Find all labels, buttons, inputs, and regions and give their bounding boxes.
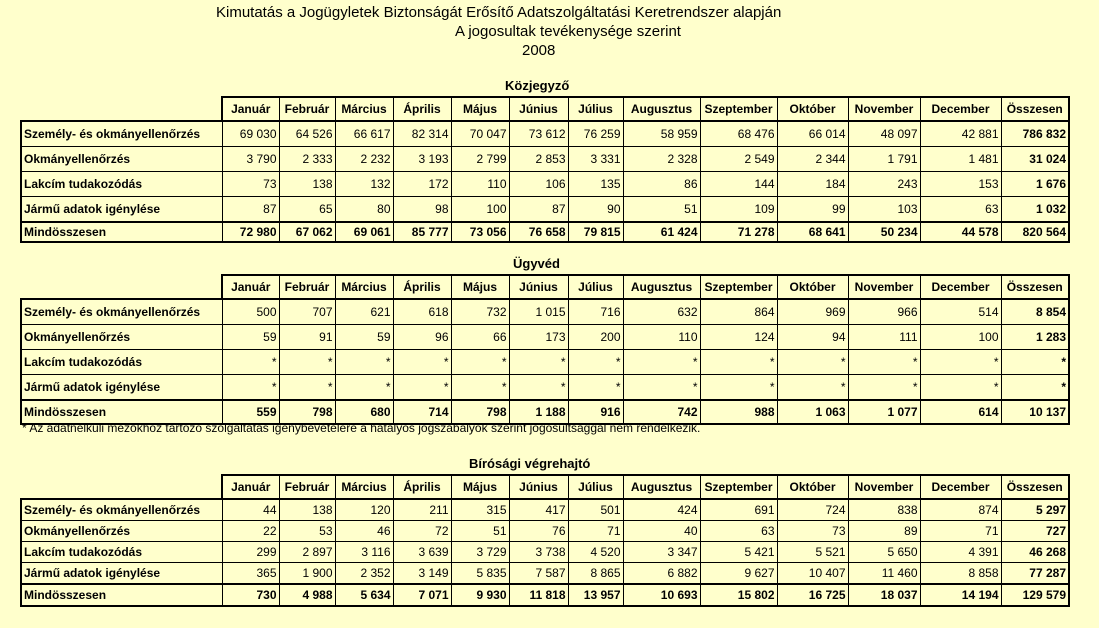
value-cell: 5 650	[848, 542, 920, 563]
value-cell: 2 352	[335, 563, 393, 585]
value-cell: *	[920, 350, 1001, 375]
column-header: Augusztus	[623, 275, 700, 299]
value-cell: 200	[568, 325, 623, 350]
row-total-cell: 1 032	[1001, 197, 1069, 223]
column-header: Február	[279, 475, 335, 499]
value-cell: *	[777, 375, 848, 401]
value-cell: 3 193	[393, 147, 451, 172]
value-cell: 68 476	[700, 121, 777, 147]
total-cell: 9 930	[451, 584, 509, 606]
header-blank	[21, 97, 222, 121]
total-cell: 10 137	[1001, 400, 1069, 424]
value-cell: *	[848, 375, 920, 401]
value-cell: 153	[920, 172, 1001, 197]
column-header: Április	[393, 97, 451, 121]
total-cell: 69 061	[335, 222, 393, 242]
value-cell: 103	[848, 197, 920, 223]
total-cell: 4 988	[279, 584, 335, 606]
value-cell: 3 331	[568, 147, 623, 172]
value-cell: 838	[848, 499, 920, 521]
value-cell: 514	[920, 299, 1001, 325]
value-cell: 10 407	[777, 563, 848, 585]
column-header: Összesen	[1001, 97, 1069, 121]
value-cell: 99	[777, 197, 848, 223]
value-cell: 73	[777, 521, 848, 542]
value-cell: 69 030	[222, 121, 279, 147]
value-cell: 874	[920, 499, 1001, 521]
header-blank	[21, 475, 222, 499]
value-cell: *	[451, 350, 509, 375]
total-label: Mindösszesen	[21, 222, 222, 242]
value-cell: 3 347	[623, 542, 700, 563]
value-cell: 58 959	[623, 121, 700, 147]
value-cell: 71	[920, 521, 1001, 542]
table-row	[21, 147, 1069, 172]
row-label: Személy- és okmányellenőrzés	[21, 121, 222, 147]
value-cell: 65	[279, 197, 335, 223]
column-header: Augusztus	[623, 97, 700, 121]
value-cell: 5 521	[777, 542, 848, 563]
value-cell: 124	[700, 325, 777, 350]
total-cell: 798	[451, 400, 509, 424]
value-cell: 86	[623, 172, 700, 197]
value-cell: 63	[700, 521, 777, 542]
value-cell: *	[393, 375, 451, 401]
value-cell: 1 015	[509, 299, 568, 325]
total-cell: 1 063	[777, 400, 848, 424]
column-header: Február	[279, 275, 335, 299]
row-label: Lakcím tudakozódás	[21, 542, 222, 563]
total-cell: 67 062	[279, 222, 335, 242]
value-cell: 724	[777, 499, 848, 521]
total-cell: 988	[700, 400, 777, 424]
column-header: Január	[222, 97, 279, 121]
value-cell: 864	[700, 299, 777, 325]
row-total-cell: 1 676	[1001, 172, 1069, 197]
value-cell: 89	[848, 521, 920, 542]
column-header: Július	[568, 97, 623, 121]
value-cell: 100	[451, 197, 509, 223]
section-title-birosagi-vegrehajto: Bírósági végrehajtó	[469, 456, 591, 471]
value-cell: 4 520	[568, 542, 623, 563]
row-label: Személy- és okmányellenőrzés	[21, 299, 222, 325]
value-cell: *	[700, 375, 777, 401]
row-total-cell: 46 268	[1001, 542, 1069, 563]
value-cell: 87	[509, 197, 568, 223]
value-cell: 70 047	[451, 121, 509, 147]
value-cell: 59	[335, 325, 393, 350]
column-header: November	[848, 97, 920, 121]
total-cell: 11 818	[509, 584, 568, 606]
value-cell: 3 738	[509, 542, 568, 563]
value-cell: 96	[393, 325, 451, 350]
value-cell: 424	[623, 499, 700, 521]
value-cell: 40	[623, 521, 700, 542]
value-cell: 94	[777, 325, 848, 350]
column-header: December	[920, 475, 1001, 499]
value-cell: 51	[623, 197, 700, 223]
value-cell: 98	[393, 197, 451, 223]
total-cell: 76 658	[509, 222, 568, 242]
value-cell: 8 865	[568, 563, 623, 585]
table-row	[21, 172, 1069, 197]
column-header: Május	[451, 475, 509, 499]
value-cell: 48 097	[848, 121, 920, 147]
section-title-ugyved: Ügyvéd	[513, 256, 560, 271]
table-row	[21, 350, 1069, 375]
table-row	[21, 499, 1069, 521]
table-ugyved	[20, 274, 1070, 425]
column-header: Szeptember	[700, 275, 777, 299]
table-row	[21, 542, 1069, 563]
value-cell: 966	[848, 299, 920, 325]
value-cell: 7 587	[509, 563, 568, 585]
value-cell: *	[222, 375, 279, 401]
total-cell: 5 634	[335, 584, 393, 606]
value-cell: 173	[509, 325, 568, 350]
section-title-kozjegyzo: Közjegyző	[505, 78, 570, 93]
value-cell: *	[568, 350, 623, 375]
value-cell: *	[920, 375, 1001, 401]
value-cell: 110	[623, 325, 700, 350]
value-cell: 109	[700, 197, 777, 223]
value-cell: 969	[777, 299, 848, 325]
table-row	[21, 197, 1069, 223]
value-cell: 91	[279, 325, 335, 350]
value-cell: 621	[335, 299, 393, 325]
row-label: Okmányellenőrzés	[21, 521, 222, 542]
total-label: Mindösszesen	[21, 400, 222, 424]
total-cell: 73 056	[451, 222, 509, 242]
table-row	[21, 299, 1069, 325]
row-label: Személy- és okmányellenőrzés	[21, 499, 222, 521]
column-header: Február	[279, 97, 335, 121]
value-cell: 87	[222, 197, 279, 223]
value-cell: 72	[393, 521, 451, 542]
total-label: Mindösszesen	[21, 584, 222, 606]
value-cell: *	[335, 350, 393, 375]
total-row	[21, 222, 1069, 242]
row-label: Okmányellenőrzés	[21, 147, 222, 172]
value-cell: 138	[279, 499, 335, 521]
value-cell: 5 835	[451, 563, 509, 585]
total-cell: 10 693	[623, 584, 700, 606]
value-cell: 632	[623, 299, 700, 325]
column-header: Augusztus	[623, 475, 700, 499]
total-cell: 714	[393, 400, 451, 424]
value-cell: 184	[777, 172, 848, 197]
total-cell: 61 424	[623, 222, 700, 242]
value-cell: 110	[451, 172, 509, 197]
row-label: Lakcím tudakozódás	[21, 172, 222, 197]
value-cell: 144	[700, 172, 777, 197]
report-title-line2: A jogosultak tevékenysége szerint	[455, 23, 681, 40]
column-header: Szeptember	[700, 475, 777, 499]
value-cell: 2 328	[623, 147, 700, 172]
value-cell: *	[568, 375, 623, 401]
total-cell: 16 725	[777, 584, 848, 606]
value-cell: *	[777, 350, 848, 375]
value-cell: 5 421	[700, 542, 777, 563]
value-cell: 3 639	[393, 542, 451, 563]
row-total-cell: *	[1001, 375, 1069, 401]
value-cell: *	[335, 375, 393, 401]
table-birosagi-vegrehajto	[20, 474, 1070, 607]
value-cell: 3 149	[393, 563, 451, 585]
value-cell: 2 333	[279, 147, 335, 172]
value-cell: *	[623, 375, 700, 401]
value-cell: *	[700, 350, 777, 375]
column-header: Június	[509, 475, 568, 499]
value-cell: 6 882	[623, 563, 700, 585]
total-cell: 916	[568, 400, 623, 424]
report-title-line1: Kimutatás a Jogügyletek Biztonságát Erősítő Adatszolgáltatási Keretrendszer alapján	[216, 4, 782, 21]
column-header: November	[848, 475, 920, 499]
column-header: Összesen	[1001, 275, 1069, 299]
row-total-cell: 8 854	[1001, 299, 1069, 325]
total-cell: 85 777	[393, 222, 451, 242]
value-cell: 42 881	[920, 121, 1001, 147]
column-header: Október	[777, 275, 848, 299]
value-cell: 73 612	[509, 121, 568, 147]
column-header: Július	[568, 275, 623, 299]
total-cell: 68 641	[777, 222, 848, 242]
value-cell: 100	[920, 325, 1001, 350]
value-cell: *	[279, 375, 335, 401]
header-blank	[21, 275, 222, 299]
table-row	[21, 121, 1069, 147]
value-cell: 243	[848, 172, 920, 197]
value-cell: 138	[279, 172, 335, 197]
value-cell: 80	[335, 197, 393, 223]
column-header: December	[920, 97, 1001, 121]
total-cell: 79 815	[568, 222, 623, 242]
value-cell: 3 116	[335, 542, 393, 563]
value-cell: 46	[335, 521, 393, 542]
report-title-year: 2008	[522, 42, 556, 59]
row-label: Okmányellenőrzés	[21, 325, 222, 350]
column-header: Október	[777, 97, 848, 121]
value-cell: 63	[920, 197, 1001, 223]
table-row	[21, 521, 1069, 542]
value-cell: 417	[509, 499, 568, 521]
total-cell: 742	[623, 400, 700, 424]
value-cell: 691	[700, 499, 777, 521]
value-cell: 172	[393, 172, 451, 197]
total-cell: 730	[222, 584, 279, 606]
value-cell: 76 259	[568, 121, 623, 147]
column-header: Összesen	[1001, 475, 1069, 499]
column-header: Június	[509, 97, 568, 121]
value-cell: 299	[222, 542, 279, 563]
value-cell: 59	[222, 325, 279, 350]
column-header: Április	[393, 275, 451, 299]
column-header: Június	[509, 275, 568, 299]
total-cell: 50 234	[848, 222, 920, 242]
total-cell: 7 071	[393, 584, 451, 606]
value-cell: 716	[568, 299, 623, 325]
value-cell: 2 799	[451, 147, 509, 172]
value-cell: 3 790	[222, 147, 279, 172]
value-cell: 66 617	[335, 121, 393, 147]
value-cell: 22	[222, 521, 279, 542]
total-cell: 559	[222, 400, 279, 424]
total-cell: 680	[335, 400, 393, 424]
row-label: Jármű adatok igénylése	[21, 197, 222, 223]
value-cell: 2 549	[700, 147, 777, 172]
row-total-cell: 727	[1001, 521, 1069, 542]
total-cell: 72 980	[222, 222, 279, 242]
value-cell: 707	[279, 299, 335, 325]
column-header: Május	[451, 97, 509, 121]
value-cell: 3 729	[451, 542, 509, 563]
value-cell: 1 481	[920, 147, 1001, 172]
value-cell: 73	[222, 172, 279, 197]
column-header: Április	[393, 475, 451, 499]
table-row	[21, 375, 1069, 401]
row-total-cell: *	[1001, 350, 1069, 375]
value-cell: 111	[848, 325, 920, 350]
value-cell: 106	[509, 172, 568, 197]
column-header: Március	[335, 475, 393, 499]
value-cell: *	[848, 350, 920, 375]
value-cell: *	[623, 350, 700, 375]
value-cell: 2 853	[509, 147, 568, 172]
value-cell: 315	[451, 499, 509, 521]
value-cell: 66	[451, 325, 509, 350]
value-cell: *	[393, 350, 451, 375]
column-header: Szeptember	[700, 97, 777, 121]
total-cell: 129 579	[1001, 584, 1069, 606]
value-cell: 90	[568, 197, 623, 223]
value-cell: 8 858	[920, 563, 1001, 585]
column-header: Március	[335, 97, 393, 121]
total-cell: 15 802	[700, 584, 777, 606]
total-cell: 44 578	[920, 222, 1001, 242]
value-cell: 120	[335, 499, 393, 521]
value-cell: 135	[568, 172, 623, 197]
column-header: December	[920, 275, 1001, 299]
value-cell: 64 526	[279, 121, 335, 147]
column-header: November	[848, 275, 920, 299]
value-cell: *	[222, 350, 279, 375]
value-cell: 2 344	[777, 147, 848, 172]
value-cell: *	[509, 375, 568, 401]
value-cell: 500	[222, 299, 279, 325]
total-cell: 18 037	[848, 584, 920, 606]
value-cell: 501	[568, 499, 623, 521]
total-cell: 820 564	[1001, 222, 1069, 242]
column-header: Március	[335, 275, 393, 299]
column-header: Október	[777, 475, 848, 499]
row-label: Jármű adatok igénylése	[21, 563, 222, 585]
value-cell: 66 014	[777, 121, 848, 147]
table-row	[21, 325, 1069, 350]
row-label: Lakcím tudakozódás	[21, 350, 222, 375]
column-header: Július	[568, 475, 623, 499]
value-cell: 732	[451, 299, 509, 325]
row-label: Jármű adatok igénylése	[21, 375, 222, 401]
value-cell: 51	[451, 521, 509, 542]
total-cell: 798	[279, 400, 335, 424]
value-cell: 618	[393, 299, 451, 325]
value-cell: 82 314	[393, 121, 451, 147]
value-cell: 71	[568, 521, 623, 542]
value-cell: 1 900	[279, 563, 335, 585]
value-cell: 76	[509, 521, 568, 542]
row-total-cell: 786 832	[1001, 121, 1069, 147]
column-header: Január	[222, 275, 279, 299]
table-row	[21, 563, 1069, 585]
value-cell: 4 391	[920, 542, 1001, 563]
row-total-cell: 1 283	[1001, 325, 1069, 350]
value-cell: 44	[222, 499, 279, 521]
value-cell: 2 232	[335, 147, 393, 172]
total-cell: 13 957	[568, 584, 623, 606]
row-total-cell: 5 297	[1001, 499, 1069, 521]
value-cell: 53	[279, 521, 335, 542]
footnote: * Az adatnélküli mezőkhöz tartozó szolgáltatás igénybevételére a hatályos jogszabályok szerint jogosultsággal nem rendelkezik.	[22, 421, 701, 435]
value-cell: 11 460	[848, 563, 920, 585]
total-cell: 614	[920, 400, 1001, 424]
value-cell: 9 627	[700, 563, 777, 585]
total-row	[21, 584, 1069, 606]
value-cell: *	[509, 350, 568, 375]
row-total-cell: 77 287	[1001, 563, 1069, 585]
row-total-cell: 31 024	[1001, 147, 1069, 172]
total-cell: 1 077	[848, 400, 920, 424]
value-cell: *	[279, 350, 335, 375]
column-header: Május	[451, 275, 509, 299]
value-cell: 1 791	[848, 147, 920, 172]
value-cell: 2 897	[279, 542, 335, 563]
value-cell: *	[451, 375, 509, 401]
total-cell: 1 188	[509, 400, 568, 424]
value-cell: 365	[222, 563, 279, 585]
column-header: Január	[222, 475, 279, 499]
value-cell: 211	[393, 499, 451, 521]
table-kozjegyzo	[20, 96, 1070, 243]
value-cell: 132	[335, 172, 393, 197]
total-cell: 71 278	[700, 222, 777, 242]
total-cell: 14 194	[920, 584, 1001, 606]
